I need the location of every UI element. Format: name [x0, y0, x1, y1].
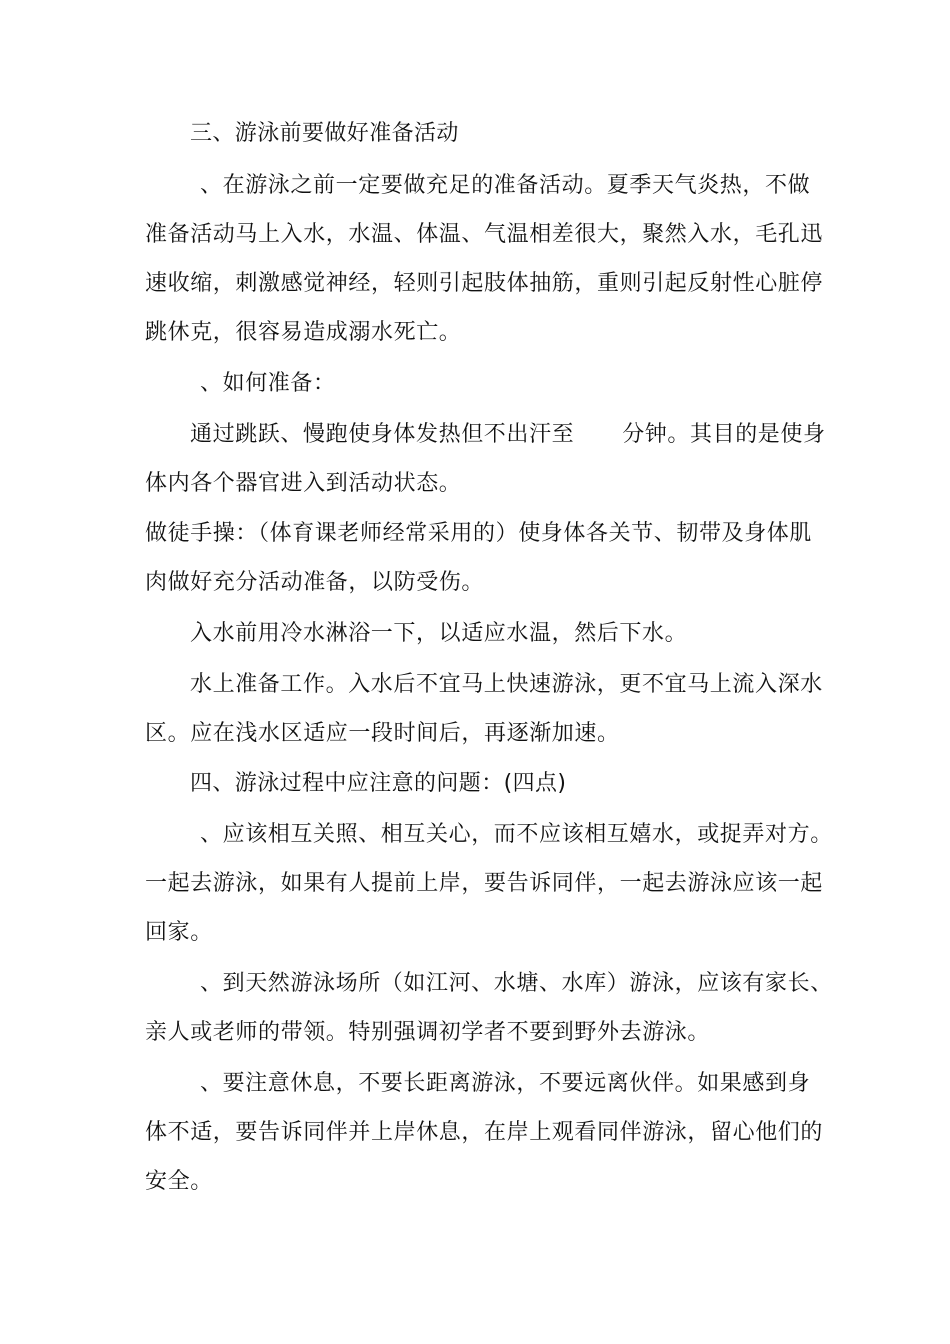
paragraph-3-3-line-1-part-a: 通过跳跃、慢跑使身体发热但不出汗至 — [190, 422, 575, 447]
paragraph-3-2-line-1: 、如何准备： — [200, 371, 336, 396]
paragraph-4-1-line-1: 、应该相互关照、相互关心，而不应该相互嬉水，或捉弄对方。 — [200, 822, 833, 847]
paragraph-4-3-line-3: 安全。 — [145, 1169, 213, 1194]
paragraph-3-6-line-2: 区。应在浅水区适应一段时间后，再逐渐加速。 — [145, 721, 620, 746]
paragraph-3-6-line-1: 水上准备工作。入水后不宜马上快速游泳，更不宜马上流入深水 — [190, 672, 823, 697]
paragraph-3-4-line-1: 做徒手操：（体育课老师经常采用的）使身体各关节、韧带及身体肌 — [145, 521, 813, 546]
paragraph-4-2-line-1: 、到天然游泳场所（如江河、水塘、水库）游泳，应该有家长、 — [200, 971, 833, 996]
section-4-heading: 四、游泳过程中应注意的问题：(四点) — [190, 771, 567, 796]
section-3-heading: 三、游泳前要做好准备活动 — [190, 121, 459, 146]
paragraph-3-1-line-1: 、在游泳之前一定要做充足的准备活动。夏季天气炎热，不做 — [200, 173, 811, 198]
paragraph-4-3-line-2: 体不适，要告诉同伴并上岸休息，在岸上观看同伴游泳，留心他们的 — [145, 1120, 824, 1145]
paragraph-4-1-line-2: 一起去游泳，如果有人提前上岸，要告诉同伴，一起去游泳应该一起 — [145, 871, 824, 896]
paragraph-3-3-line-1-part-b: 分钟。其目的是使身 — [622, 422, 826, 447]
paragraph-3-5-line-1: 入水前用冷水淋浴一下，以适应水温，然后下水。 — [190, 621, 688, 646]
paragraph-4-2-line-2: 亲人或老师的带领。特别强调初学者不要到野外去游泳。 — [145, 1020, 711, 1045]
paragraph-3-3-line-1 — [190, 420, 826, 450]
paragraph-4-1-line-3: 回家。 — [145, 920, 213, 945]
paragraph-3-1-line-2: 准备活动马上入水，水温、体温、气温相差很大，聚然入水，毛孔迅 — [145, 222, 824, 247]
paragraph-3-1-line-3: 速收缩，刺激感觉神经，轻则引起肢体抽筋，重则引起反射性心脏停 — [145, 271, 824, 296]
paragraph-3-3-line-2: 体内各个器官进入到活动状态。 — [145, 471, 462, 496]
paragraph-3-4-line-2: 肉做好充分活动准备，以防受伤。 — [145, 570, 485, 595]
paragraph-3-1-line-4: 跳休克，很容易造成溺水死亡。 — [145, 320, 462, 345]
paragraph-4-3-line-1: 、要注意休息，不要长距离游泳，不要远离伙伴。如果感到身 — [200, 1071, 811, 1096]
